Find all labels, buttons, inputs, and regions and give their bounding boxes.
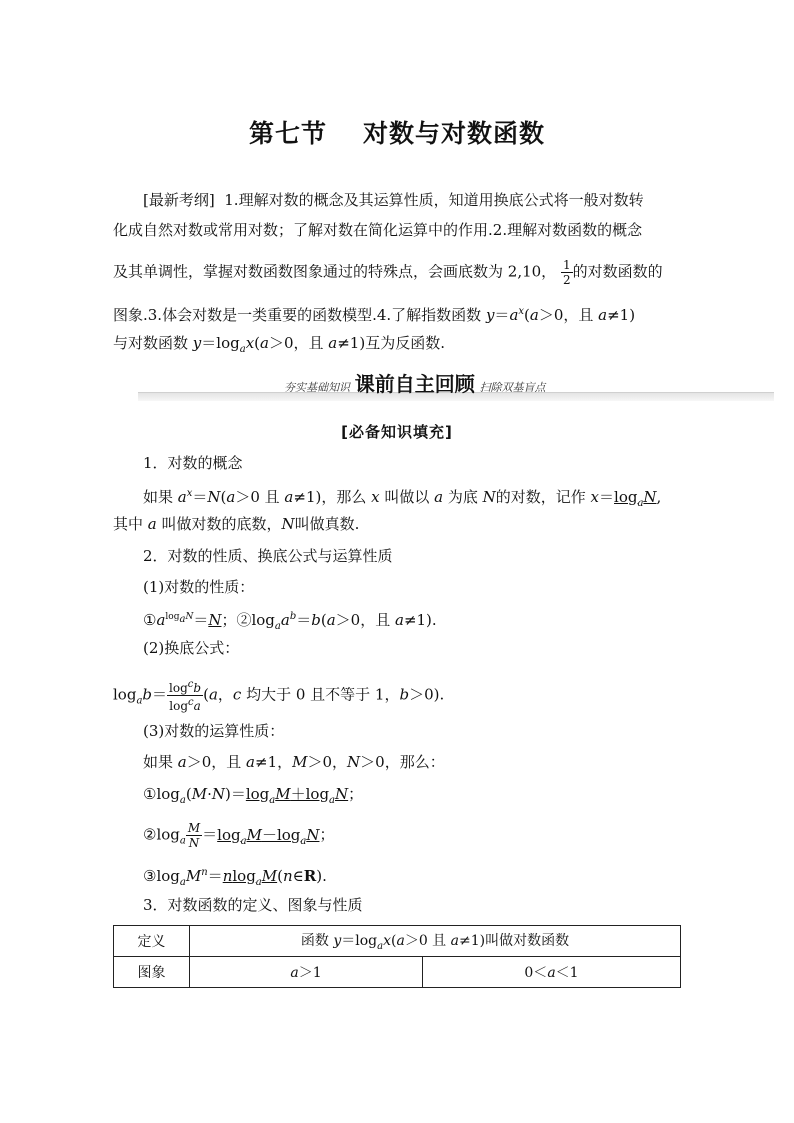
log-properties: $①a^{log_aN}=N$；$②\log_aa^b=b(a>0$，且 a≠1). — [143, 611, 437, 632]
table-cell-a-lt-1: 0＜a＜1 — [423, 957, 681, 988]
section-tag: [必备知识填充] — [341, 423, 453, 441]
s1-para-2: 其中 a 叫做对数的底数，N叫做真数. — [113, 515, 360, 533]
table-cell-a-gt-1: a＞1 — [190, 957, 423, 988]
intro-line-5: 与对数函数 $y=\log_ax(a>0$，且 a≠1)互为反函数. — [113, 334, 445, 355]
cob-fraction: $\frac{\log^cb}{\log^ca}$ — [169, 679, 202, 713]
table-cell-label: 定义 — [114, 926, 190, 957]
rule-quotient: $②\log_a$ $\frac{M}{N}$ $=\log_aM-\log_aN$； — [143, 821, 335, 850]
intro-line-3: 及其单调性，掌握对数函数图象通过的特殊点，会画底数为 2,10， $\frac{1}{2}$ 的对数函数的 — [113, 258, 663, 287]
s2-sub-3: (3)对数的运算性质： — [143, 722, 285, 740]
intro-tag: [最新考纲] — [143, 191, 215, 209]
s1-para-1: 如果 $a^x=N(a>0$ 且 a≠1)，那么 x 叫做以 a 为底 N的对数，记作 $x=\log_aN$, — [143, 488, 662, 509]
s2-sub-1: (1)对数的性质： — [143, 578, 255, 596]
table-row — [114, 957, 681, 988]
rule-product: $①\log_a(M\cdot N)=\log_aM+\log_aN$； — [143, 785, 364, 806]
section-banner — [284, 368, 546, 397]
s2-heading: 2．对数的性质、换底公式与运算性质 — [143, 547, 393, 565]
intro-line-1: [最新考纲] 1.理解对数的概念及其运算性质，知道用换底公式将一般对数转 — [143, 191, 644, 209]
table-cell-definition: 函数 $y=\log_ax(a>0$ 且 a≠1)叫做对数函数 — [190, 926, 681, 957]
banner-right: 扫除双基盲点 — [479, 381, 546, 394]
fraction-one-half: $\frac{1}{2}$ — [562, 258, 571, 287]
page-title — [0, 114, 794, 150]
change-of-base-formula: $\log_ab=$ $\frac{\log^cb}{\log^ca}$ (a，c 均大于 0 且不等于 1，b＞0). — [113, 679, 445, 713]
s2-sub-2: (2)换底公式： — [143, 639, 240, 657]
title-topic: 对数与对数函数 — [363, 119, 546, 148]
title-section-number: 第七节 — [248, 119, 327, 148]
log-function-table — [113, 925, 681, 988]
intro-line-2: 化成自然对数或常用对数；了解对数在简化运算中的作用.2.理解对数函数的概念 — [113, 221, 643, 239]
s3-heading: 3．对数函数的定义、图象与性质 — [143, 896, 363, 914]
banner-center: 课前自主回顾 — [354, 372, 475, 396]
banner-left: 夯实基础知识 — [284, 381, 350, 394]
rule-power: $③\log_aM^n=nlog_aM(n\in R)$. — [143, 867, 327, 888]
s1-heading: 1．对数的概念 — [143, 454, 243, 472]
table-cell-label: 图象 — [114, 957, 190, 988]
operation-conditions: 如果 a＞0，且 a≠1，M＞0，N＞0，那么： — [143, 753, 445, 771]
answer-log-a-N: $\log_aN$ — [614, 488, 657, 509]
intro-line-4: 图象.3.体会对数是一类重要的函数模型.4.了解指数函数 $y=a^x(a>0$，且 a≠1) — [113, 306, 636, 324]
table-row — [114, 926, 681, 957]
